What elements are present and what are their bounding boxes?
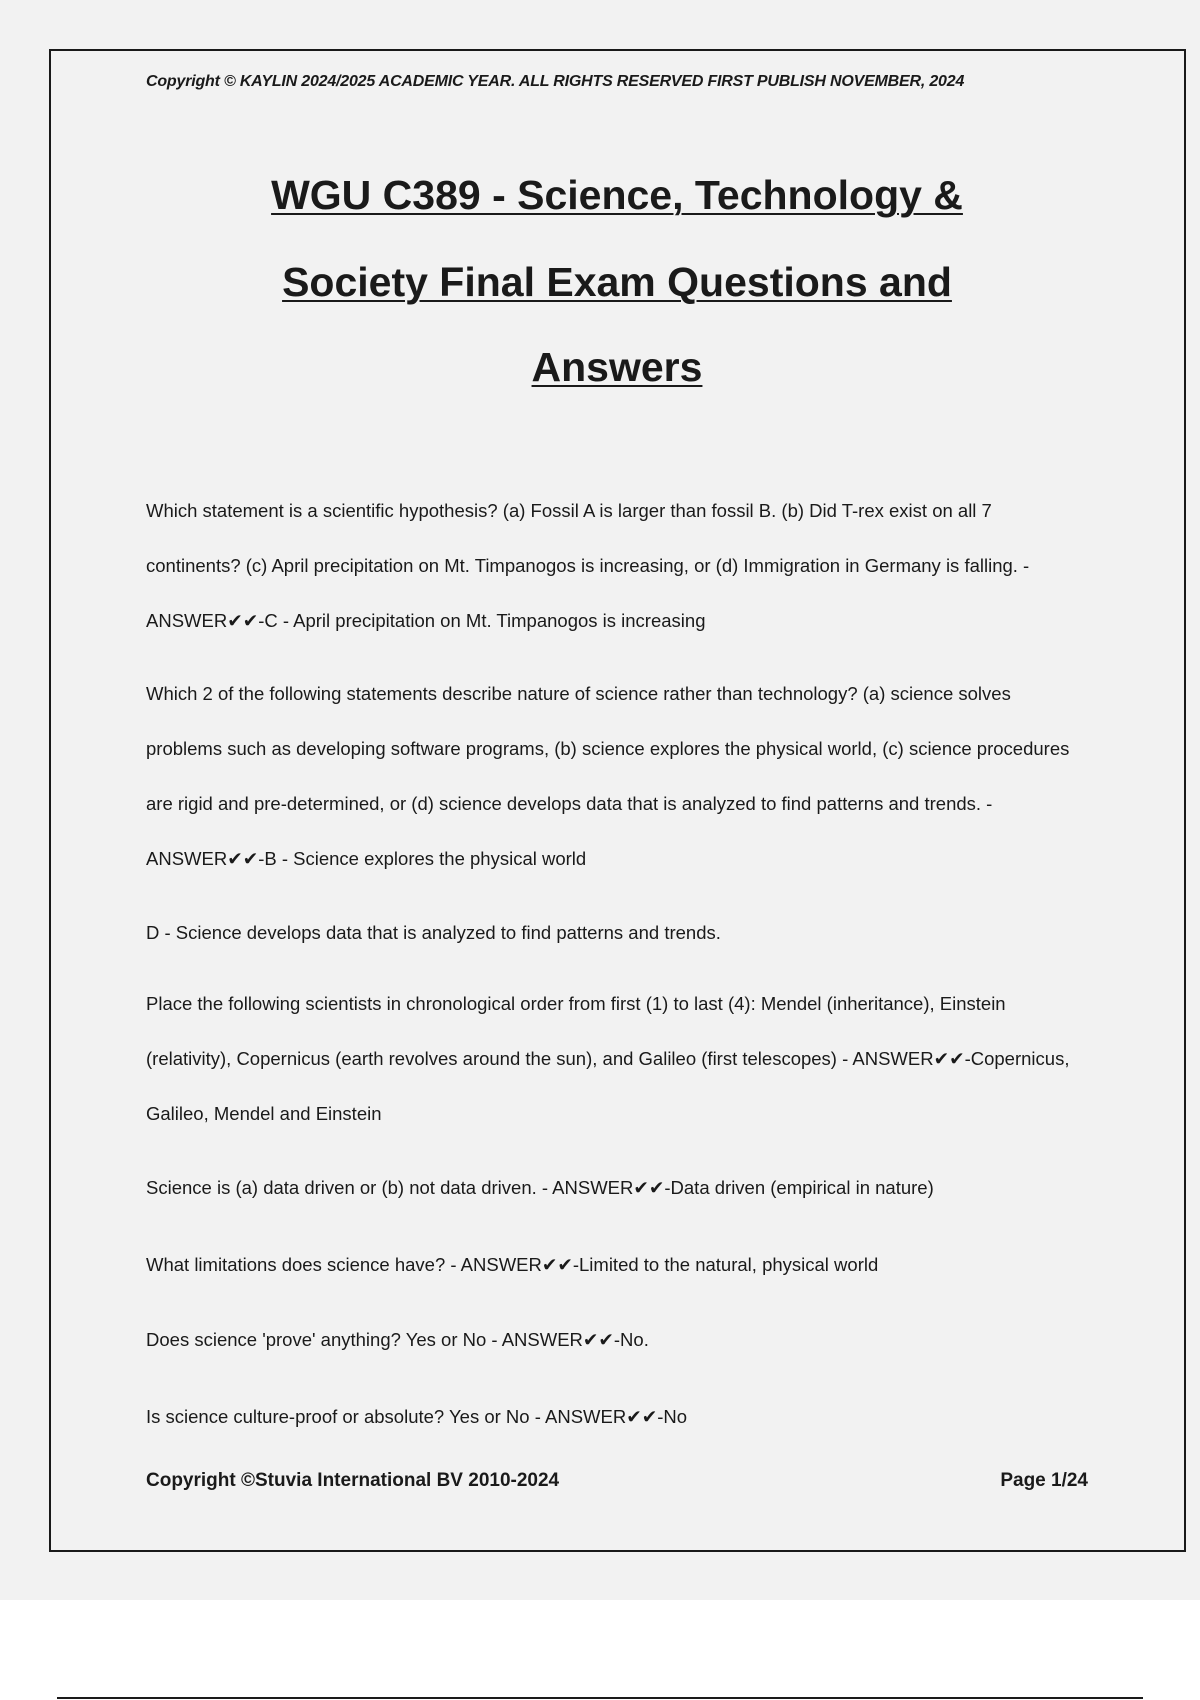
- document-title-line-1: WGU C389 - Science, Technology &: [271, 172, 963, 218]
- qa-item-7: Does science 'prove' anything? Yes or No - ANSWER✔✔-No.: [146, 1329, 649, 1350]
- qa-item-5: Science is (a) data driven or (b) not data driven. - ANSWER✔✔-Data driven (empirical in nature): [146, 1177, 934, 1198]
- qa-item-8: Is science culture-proof or absolute? Yes or No - ANSWER✔✔-No: [146, 1406, 688, 1427]
- qa-item-1: Which statement is a scientific hypothesis? (a) Fossil A is larger than fossil B. (b) Did T-rex exist on all 7 continents? (c) April precipitation on Mt. Timpanogos is increasing, or (d) Immigration in Germany is falling. - ANSWER✔✔-C - April precipitation on Mt. Timpanogos is increasing: [146, 500, 1030, 631]
- qa-item-6: What limitations does science have? - ANSWER✔✔-Limited to the natural, physical world: [146, 1254, 879, 1275]
- page-number: Page 1/24: [1000, 1470, 1088, 1491]
- next-page-divider: [57, 1697, 1143, 1699]
- qa-item-2: Which 2 of the following statements describe nature of science rather than technology? (a) science solves problems such as developing software programs, (b) science explores the physical world, (c) science procedures are rigid and pre-determined, or (d) science develops data that is analyzed to find patterns and trends. - ANSWER✔✔-B - Science explores the physical world: [146, 683, 1070, 869]
- document-title-line-2: Society Final Exam Questions and: [282, 259, 952, 305]
- qa-item-3: D - Science develops data that is analyzed to find patterns and trends.: [146, 922, 721, 943]
- document-title-line-3: Answers: [531, 344, 703, 390]
- qa-item-4: Place the following scientists in chronological order from first (1) to last (4): Mendel (inheritance), Einstein (relativity), Copernicus (earth revolves around the sun), and Galileo (first telescopes) - ANSWER✔✔-Copernicus, Galileo, Mendel and Einstein: [146, 993, 1070, 1124]
- footer-copyright: Copyright ©Stuvia International BV 2010-2024: [146, 1470, 560, 1491]
- header-copyright: Copyright © KAYLIN 2024/2025 ACADEMIC YEAR. ALL RIGHTS RESERVED FIRST PUBLISH NOVEMBER, 2024: [146, 73, 965, 90]
